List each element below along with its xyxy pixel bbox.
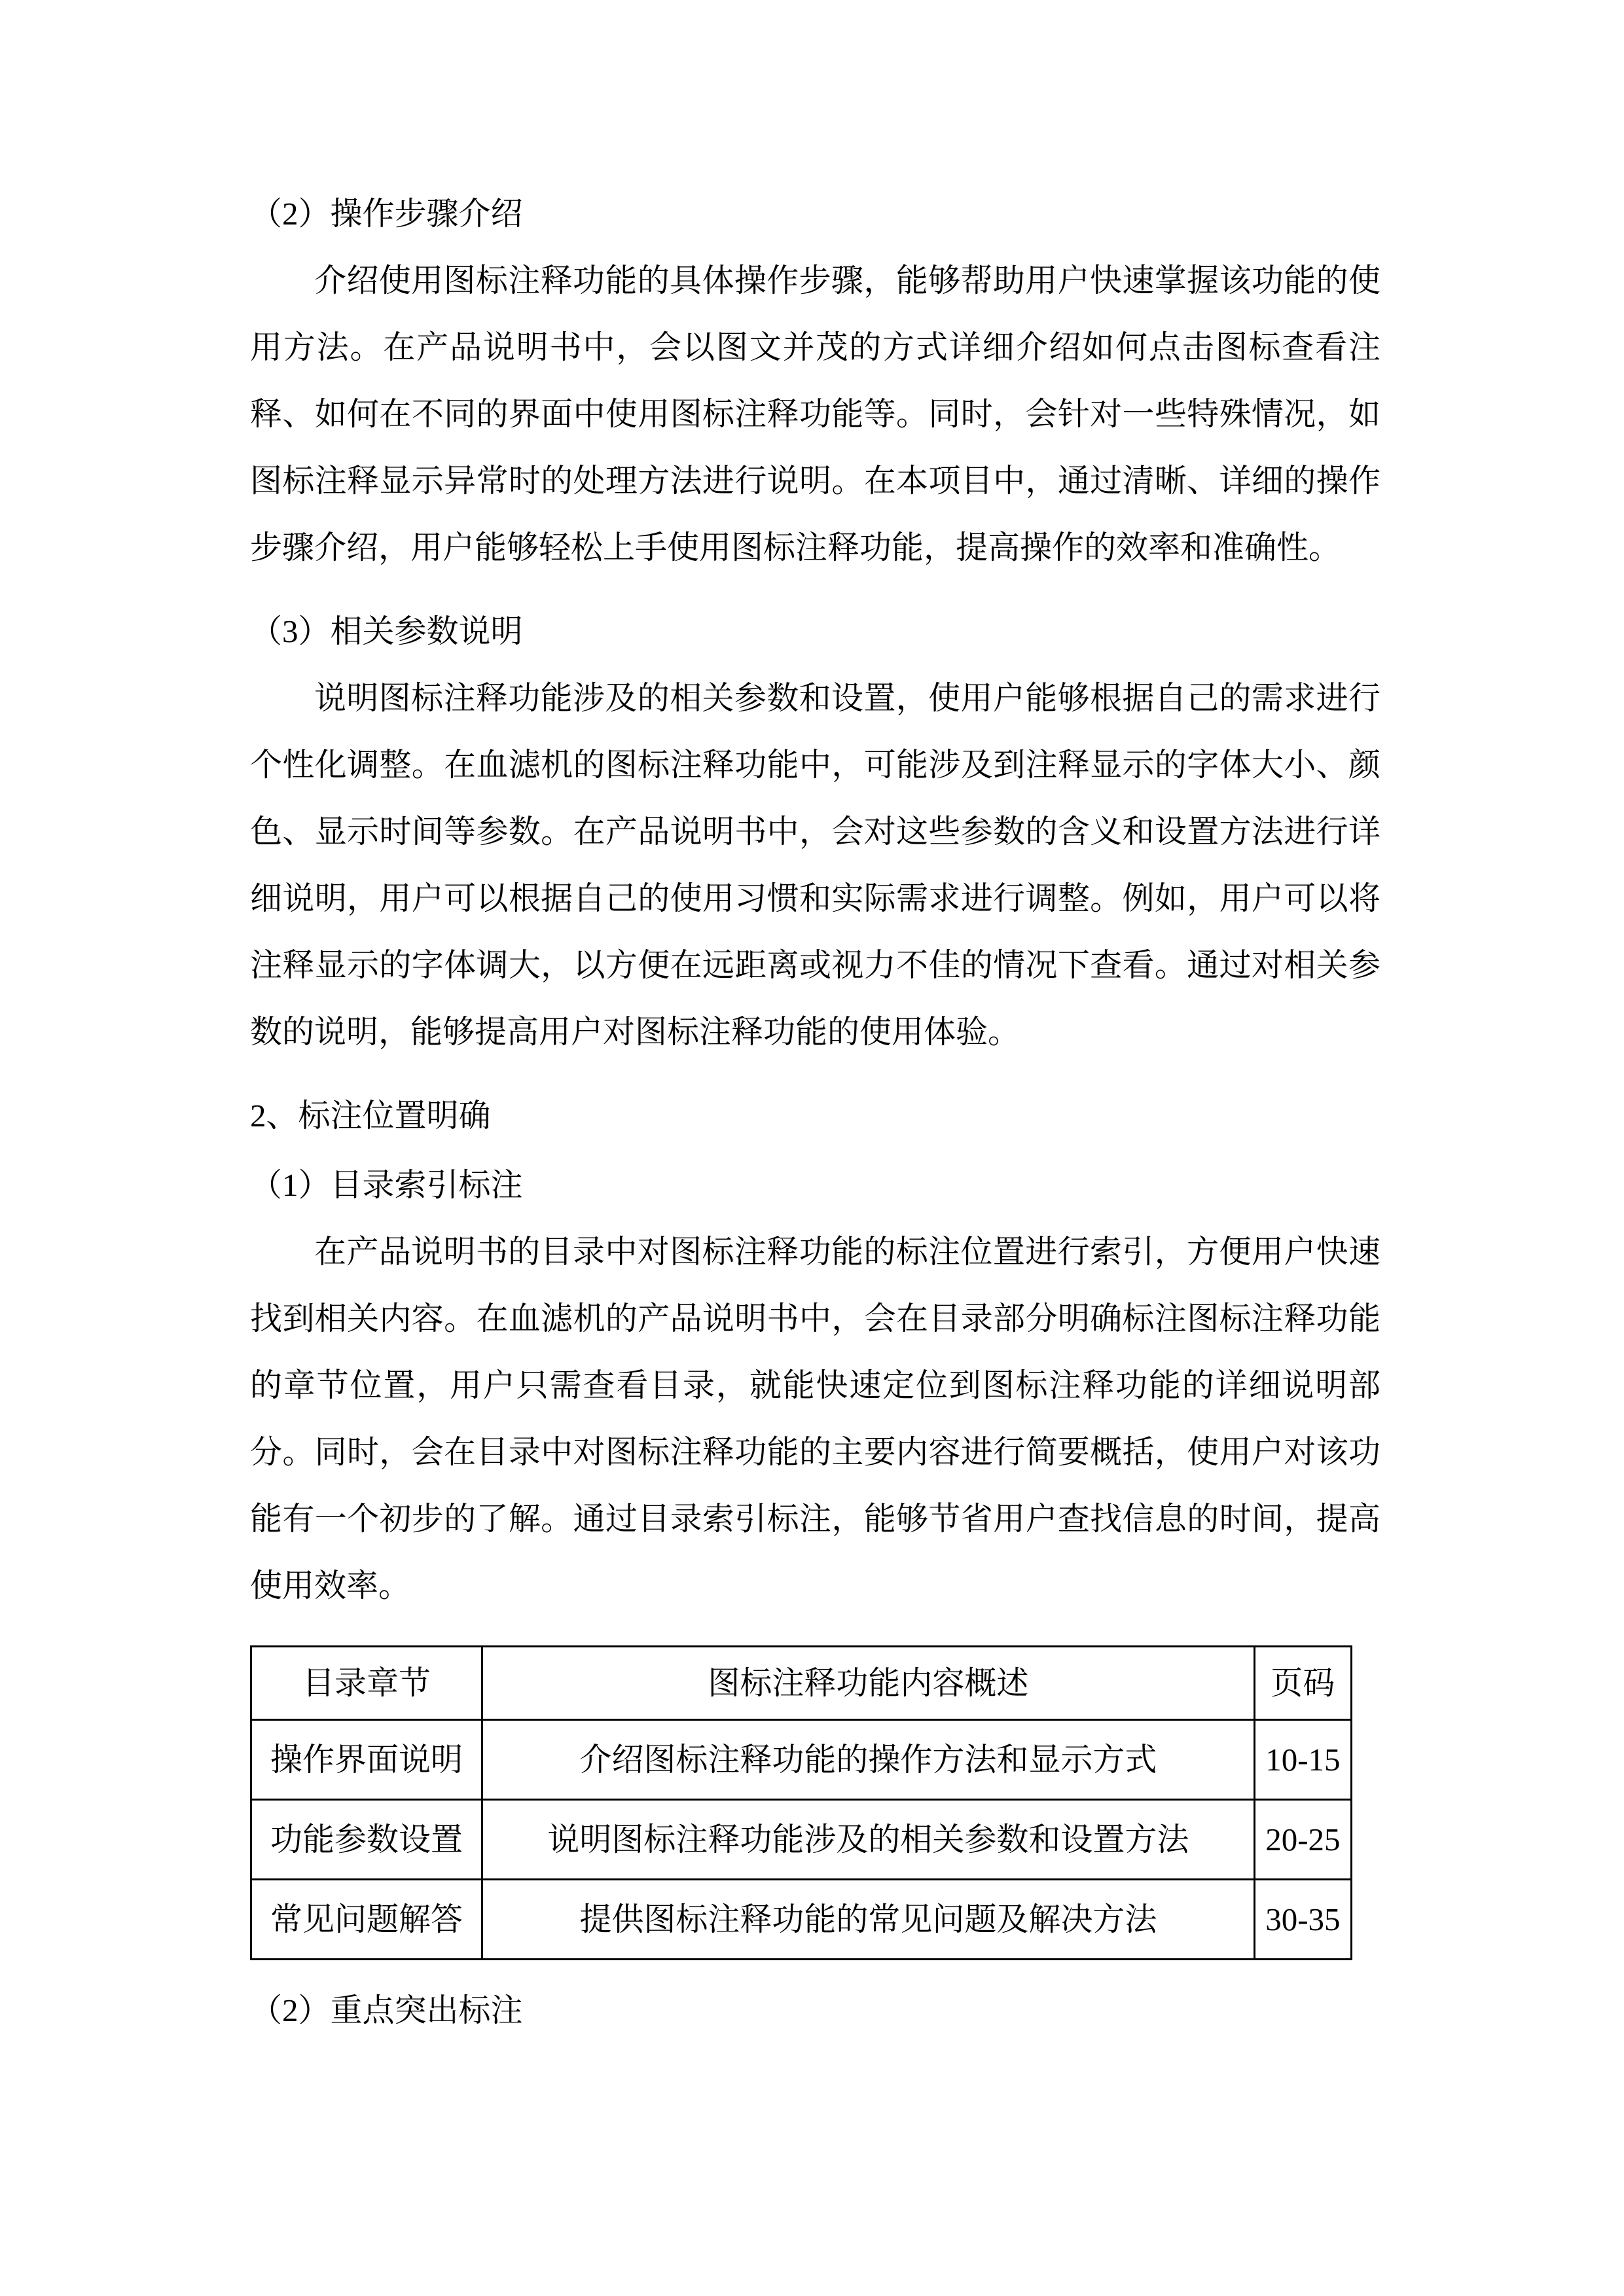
section-heading-related-params: （3）相关参数说明 [250,613,523,649]
toc-annotation-table [250,1645,1352,1960]
table-cell-chapter: 常见问题解答 [251,1880,482,1960]
table-cell-page: 20-25 [1254,1800,1351,1880]
table-header-summary: 图标注释功能内容概述 [482,1647,1254,1720]
table-cell-page: 30-35 [1254,1880,1351,1960]
paragraph-toc-index: 在产品说明书的目录中对图标注释功能的标注位置进行索引，方便用户快速找到相关内容。在血滤机的产品说明书中，会在目录部分明确标注图标注释功能的章节位置，用户只需查看目录，就能快速定位到图标注释功能的详细说明部分。同时，会在目录中对图标注释功能的主要内容进行简要概括，使用户对该功能有一个初步的了解。通过目录索引标注，能够节省用户查找信息的时间，提高使用效率。 [250,1234,1380,1604]
paragraph-related-params: 说明图标注释功能涉及的相关参数和设置，使用户能够根据自己的需求进行个性化调整。在血滤机的图标注释功能中，可能涉及到注释显示的字体大小、颜色、显示时间等参数。在产品说明书中，会对这些参数的含义和设置方法进行详细说明，用户可以根据自己的使用习惯和实际需求进行调整。例如，用户可以将注释显示的字体调大，以方便在远距离或视力不佳的情况下查看。通过对相关参数的说明，能够提高用户对图标注释功能的使用体验。 [250,680,1380,1050]
table-row [251,1800,1352,1880]
table-header-chapter: 目录章节 [251,1647,482,1720]
section-heading-highlight-annotation: （2）重点突出标注 [250,1992,523,2028]
table-header-page: 页码 [1254,1647,1351,1720]
table-cell-summary: 介绍图标注释功能的操作方法和显示方式 [482,1720,1254,1800]
section-heading-toc-index: （1）目录索引标注 [250,1167,523,1203]
table-cell-chapter: 操作界面说明 [251,1720,482,1800]
table-row [251,1880,1352,1960]
table-cell-page: 10-15 [1254,1720,1351,1800]
section-heading-annotation-position: 2、标注位置明确 [250,1098,491,1134]
table-row [251,1720,1352,1800]
section-heading-operation-steps: （2）操作步骤介绍 [250,196,523,232]
table-cell-summary: 提供图标注释功能的常见问题及解决方法 [482,1880,1254,1960]
paragraph-operation-steps: 介绍使用图标注释功能的具体操作步骤，能够帮助用户快速掌握该功能的使用方法。在产品说明书中，会以图文并茂的方式详细介绍如何点击图标查看注释、如何在不同的界面中使用图标注释功能等。同时，会针对一些特殊情况，如图标注释显示异常时的处理方法进行说明。在本项目中，通过清晰、详细的操作步骤介绍，用户能够轻松上手使用图标注释功能，提高操作的效率和准确性。 [250,262,1380,565]
table-cell-chapter: 功能参数设置 [251,1800,482,1880]
table-cell-summary: 说明图标注释功能涉及的相关参数和设置方法 [482,1800,1254,1880]
table-header-row [251,1647,1352,1720]
